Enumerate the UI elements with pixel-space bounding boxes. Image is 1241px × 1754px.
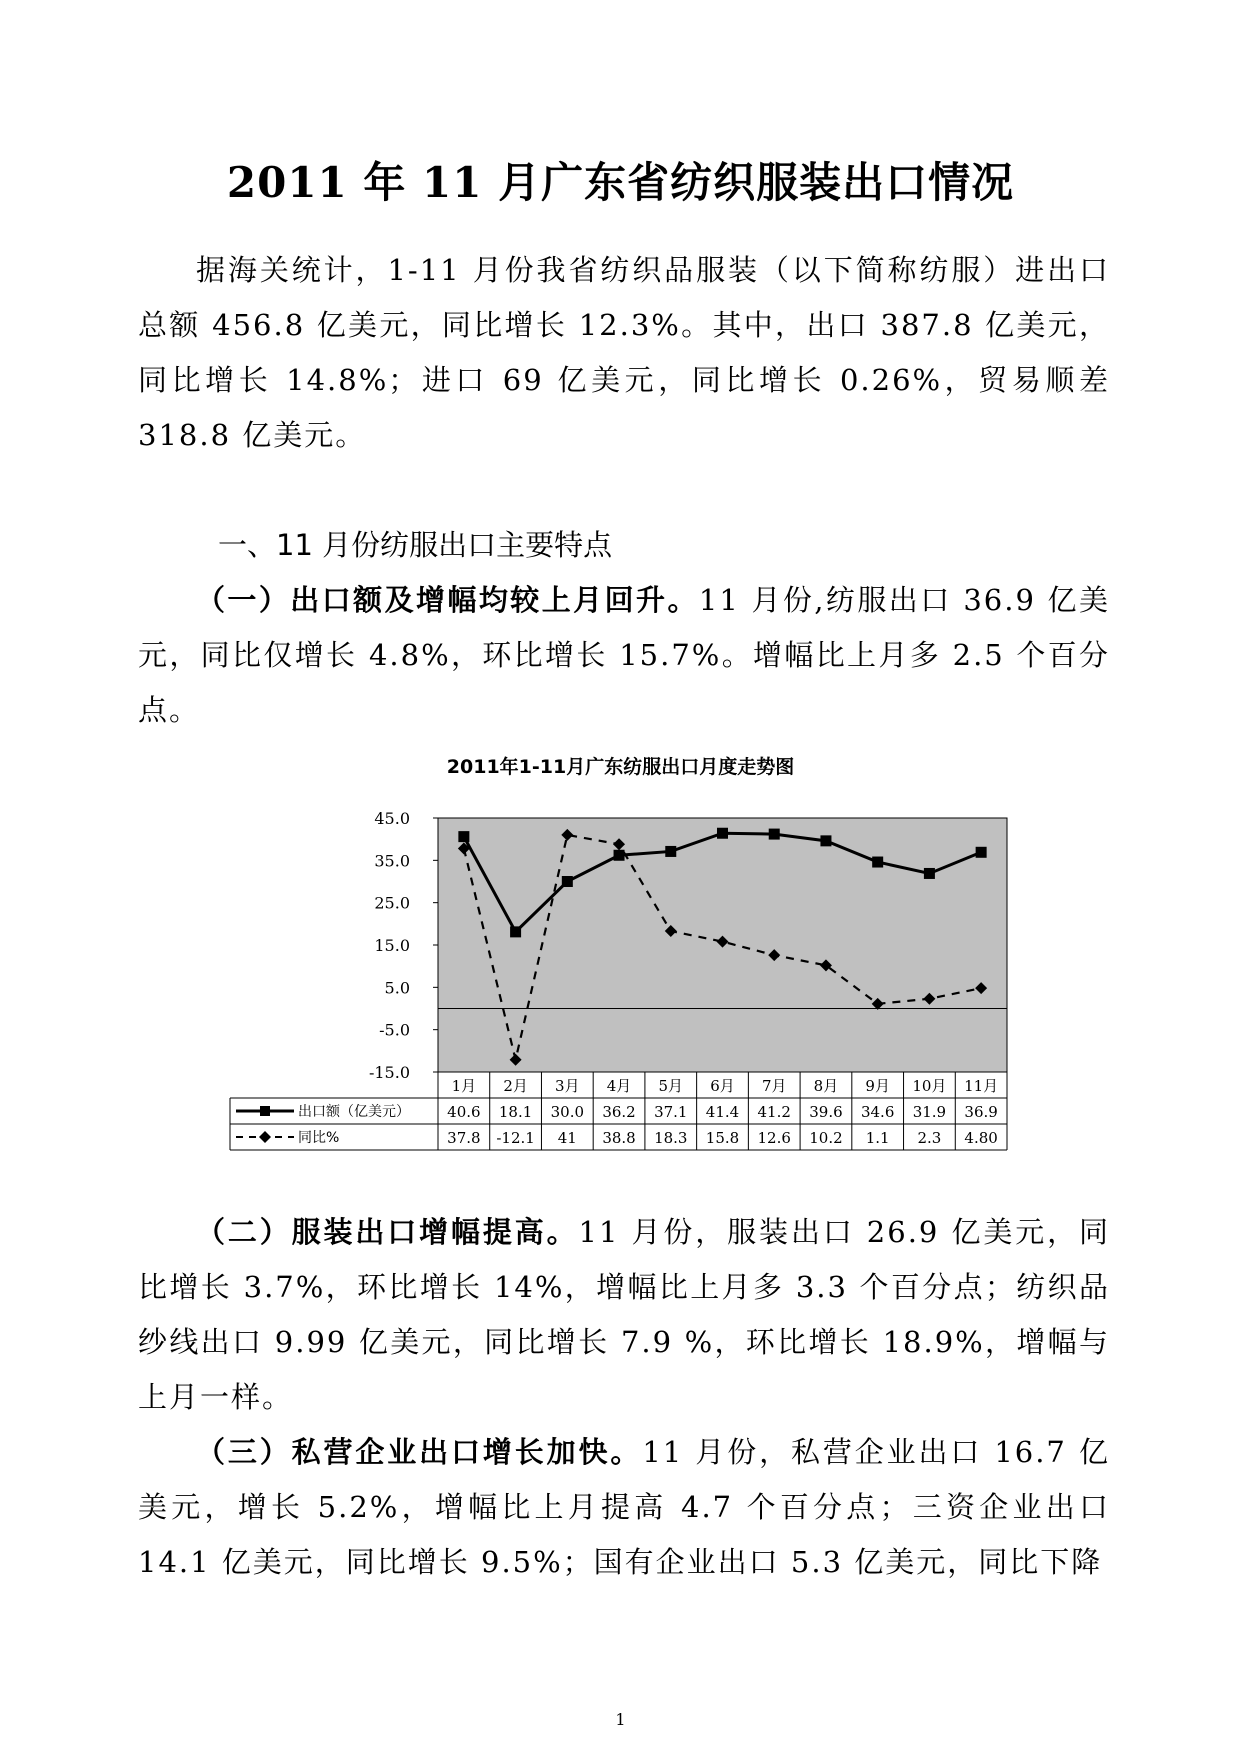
- legend-diamond-marker: [259, 1131, 271, 1143]
- x-category-label: 10月: [912, 1077, 947, 1095]
- intro-paragraph: 据海关统计，1-11 月份我省纺织品服装（以下简称纺服）进出口总额 456.8 亿美元，同比增长 12.3%。其中，出口 387.8 亿美元，同比增长 14.8%；进口 69 亿美元，同比增长 0.26%，贸易顺差 318.8 亿美元。: [138, 253, 1110, 452]
- x-category-label: 2月: [503, 1077, 528, 1095]
- export-trend-chart: [0, 800, 1241, 1170]
- subsection-2-text: 11 月份，服装出口 26.9 亿美元，同比增长 3.7%，环比增长 14%，增幅比上月多 3.3 个百分点；纺织品纱线出口 9.99 亿美元，同比增长 7.9 %，环比增长 18.9%，增幅与上月一样。: [138, 1215, 1110, 1414]
- x-category-label: 5月: [658, 1077, 684, 1095]
- subsection-3-text: 11 月份，私营企业出口 16.7 亿美元，增长 5.2%，增幅比上月提高 4.7 个百分点；三资企业出口 14.1 亿美元，同比增长 9.5%；国有企业出口 5.3 亿美元，同比下降: [138, 1435, 1110, 1579]
- export-data-point: [510, 926, 521, 937]
- data-value-label: 36.2: [602, 1103, 636, 1121]
- data-value-label: 41: [557, 1129, 577, 1147]
- x-category-label: 8月: [813, 1077, 839, 1095]
- data-value-label: 15.8: [705, 1129, 740, 1147]
- subsection-2-heading: （二）服装出口增幅提高。: [196, 1215, 579, 1249]
- y-tick-label: 45.0: [374, 809, 410, 828]
- data-value-label: 41.2: [757, 1103, 791, 1121]
- data-value-label: 38.8: [602, 1129, 636, 1147]
- subsection-1-heading: （一）出口额及增幅均较上月回升。: [196, 583, 699, 617]
- data-value-label: 18.3: [654, 1129, 688, 1147]
- export-data-point: [976, 847, 987, 858]
- data-value-label: 36.9: [964, 1103, 998, 1121]
- data-value-label: 39.6: [809, 1103, 843, 1121]
- subsection-1-text: 11 月份,纺服出口 36.9 亿美元，同比仅增长 4.8%，环比增长 15.7%。增幅比上月多 2.5 个百分点。: [138, 583, 1110, 727]
- export-data-point: [820, 835, 831, 846]
- x-category-label: 3月: [555, 1077, 580, 1095]
- data-value-label: 30.0: [550, 1103, 585, 1121]
- chart-title: 2011年1-11月广东纺服出口月度走势图: [446, 756, 795, 778]
- subsection-2-paragraph: [138, 1205, 1110, 1425]
- subsection-3-heading: （三）私营企业出口增长加快。: [196, 1435, 643, 1469]
- page-number: 1: [615, 1710, 626, 1729]
- export-data-point: [769, 829, 780, 840]
- y-tick-label: 5.0: [384, 978, 410, 998]
- subsection-1-paragraph: [138, 573, 1110, 738]
- section-heading-1: 一、11 月份纺服出口主要特点: [218, 528, 613, 562]
- legend-square-marker: [260, 1106, 270, 1116]
- data-value-label: 10.2: [809, 1129, 843, 1147]
- data-value-label: 1.1: [865, 1129, 890, 1147]
- data-value-label: 31.9: [912, 1103, 947, 1121]
- y-tick-label: -15.0: [368, 1063, 410, 1082]
- legend-label: 出口额（亿美元）: [298, 1104, 410, 1120]
- document-title: 2011 年 11 月广东省纺织服装出口情况: [226, 158, 1015, 207]
- data-value-label: 4.80: [964, 1129, 998, 1147]
- y-tick-label: 15.0: [374, 936, 410, 955]
- x-category-label: 1月: [451, 1077, 477, 1095]
- data-value-label: 37.1: [654, 1103, 688, 1121]
- x-category-label: 4月: [606, 1077, 632, 1095]
- data-value-label: 41.4: [705, 1103, 740, 1121]
- data-value-label: 34.6: [860, 1103, 895, 1121]
- x-category-label: 11月: [964, 1077, 999, 1095]
- export-data-point: [458, 831, 469, 842]
- data-value-label: 37.8: [447, 1129, 481, 1147]
- export-data-point: [717, 828, 728, 839]
- y-tick-label: -5.0: [379, 1020, 410, 1040]
- x-category-label: 6月: [710, 1077, 735, 1095]
- data-value-label: 18.1: [498, 1103, 533, 1121]
- export-data-point: [562, 876, 573, 887]
- y-tick-label: 35.0: [374, 851, 410, 871]
- export-data-point: [872, 857, 883, 868]
- data-value-label: -12.1: [496, 1129, 535, 1147]
- export-data-point: [665, 846, 676, 857]
- x-category-label: 7月: [761, 1077, 787, 1095]
- data-value-label: 12.6: [757, 1129, 791, 1147]
- data-value-label: 40.6: [447, 1103, 481, 1121]
- export-data-point: [614, 850, 625, 861]
- legend-label: 同比%: [298, 1130, 340, 1146]
- y-tick-label: 25.0: [374, 893, 410, 913]
- x-category-label: 9月: [865, 1077, 890, 1095]
- export-data-point: [924, 868, 935, 879]
- data-value-label: 2.3: [917, 1129, 942, 1147]
- subsection-3-paragraph: [138, 1425, 1110, 1590]
